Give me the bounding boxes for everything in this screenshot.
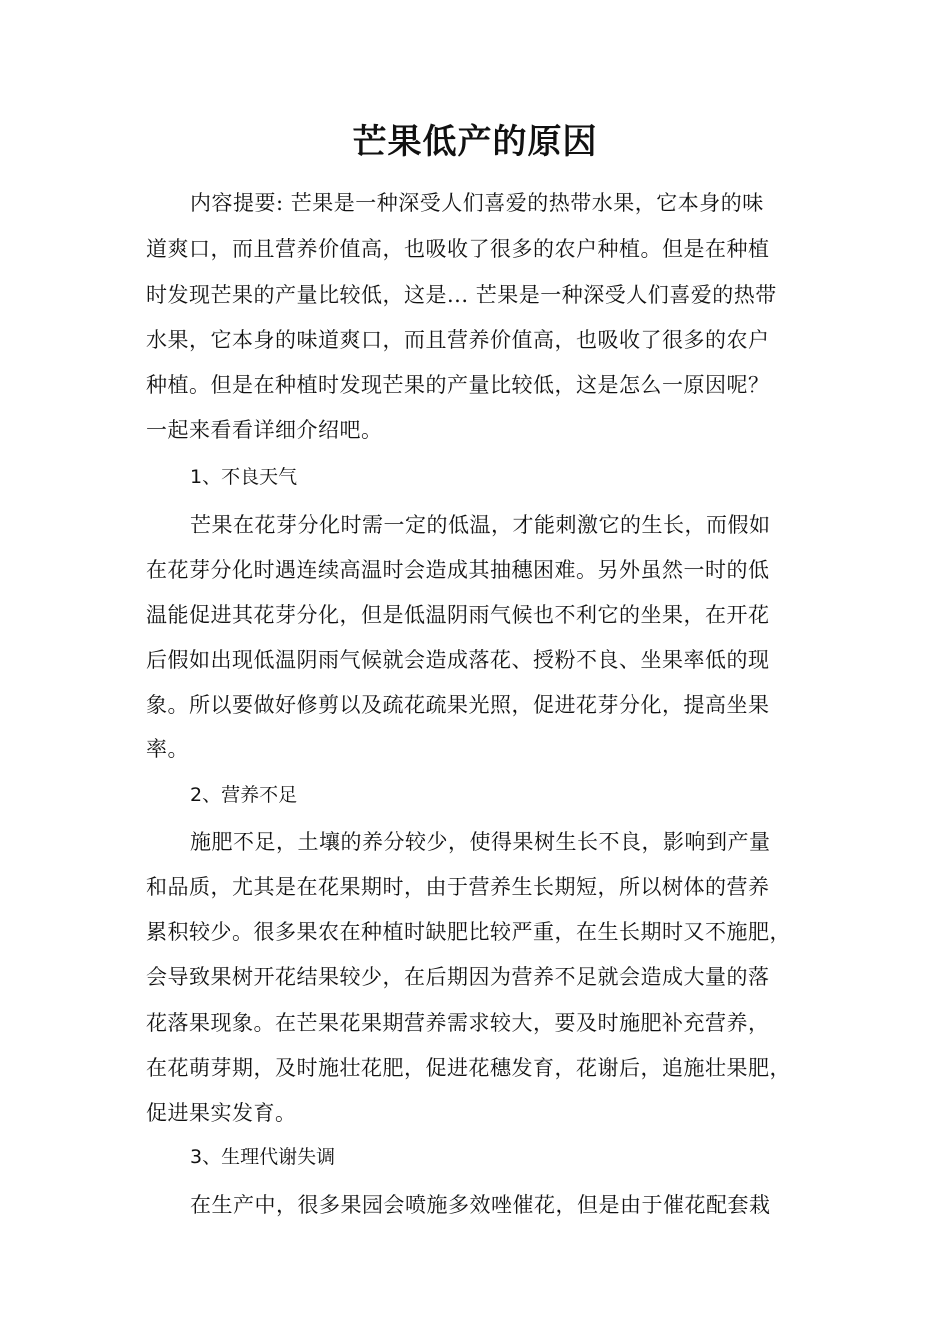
section-heading: 1、不良天气	[190, 466, 298, 488]
section-line: 象。所以要做好修剪以及疏花疏果光照，促进花芽分化，提高坐果	[146, 693, 770, 717]
section-line: 累积较少。很多果农在种植时缺肥比较严重，在生长期时又不施肥，	[146, 920, 791, 944]
summary-line: 内容提要: 芒果是一种深受人们喜爱的热带水果，它本身的味	[190, 191, 764, 215]
document-title: 芒果低产的原因	[352, 122, 598, 162]
section-line: 和品质，尤其是在花果期时，由于营养生长期短，所以树体的营养	[146, 875, 770, 899]
section-line: 芒果在花芽分化时需一定的低温，才能刺激它的生长，而假如	[190, 513, 771, 537]
summary-line: 一起来看看详细介绍吧。	[146, 418, 383, 442]
section-line: 在花芽分化时遇连续高温时会造成其抽穗困难。另外虽然一时的低	[146, 558, 770, 582]
section-line: 在生产中，很多果园会喷施多效唑催花，但是由于催花配套栽	[190, 1193, 771, 1217]
summary-line: 水果，它本身的味道爽口，而且营养价值高，也吸收了很多的农户	[146, 328, 770, 352]
section-line: 在花萌芽期，及时施壮花肥，促进花穗发育，花谢后，追施壮果肥，	[146, 1056, 791, 1080]
summary-line: 种植。但是在种植时发现芒果的产量比较低，这是怎么一原因呢？	[146, 373, 770, 397]
section-line: 花落果现象。在芒果花果期营养需求较大，要及时施肥补充营养，	[146, 1011, 770, 1035]
section-heading: 2、营养不足	[190, 784, 298, 806]
section-line: 促进果实发育。	[146, 1101, 297, 1125]
section-line: 率。	[146, 737, 189, 761]
section-line: 会导致果树开花结果较少，在后期因为营养不足就会造成大量的落	[146, 965, 770, 989]
section-line: 后假如出现低温阴雨气候就会造成落花、授粉不良、坐果率低的现	[146, 648, 770, 672]
summary-line: 时发现芒果的产量比较低，这是... 芒果是一种深受人们喜爱的热带	[146, 283, 777, 307]
section-heading: 3、生理代谢失调	[190, 1146, 336, 1168]
section-line: 施肥不足，土壤的养分较少，使得果树生长不良，影响到产量	[190, 830, 771, 854]
section-line: 温能促进其花芽分化，但是低温阴雨气候也不利它的坐果，在开花	[146, 603, 770, 627]
summary-line: 道爽口，而且营养价值高，也吸收了很多的农户种植。但是在种植	[146, 237, 770, 261]
